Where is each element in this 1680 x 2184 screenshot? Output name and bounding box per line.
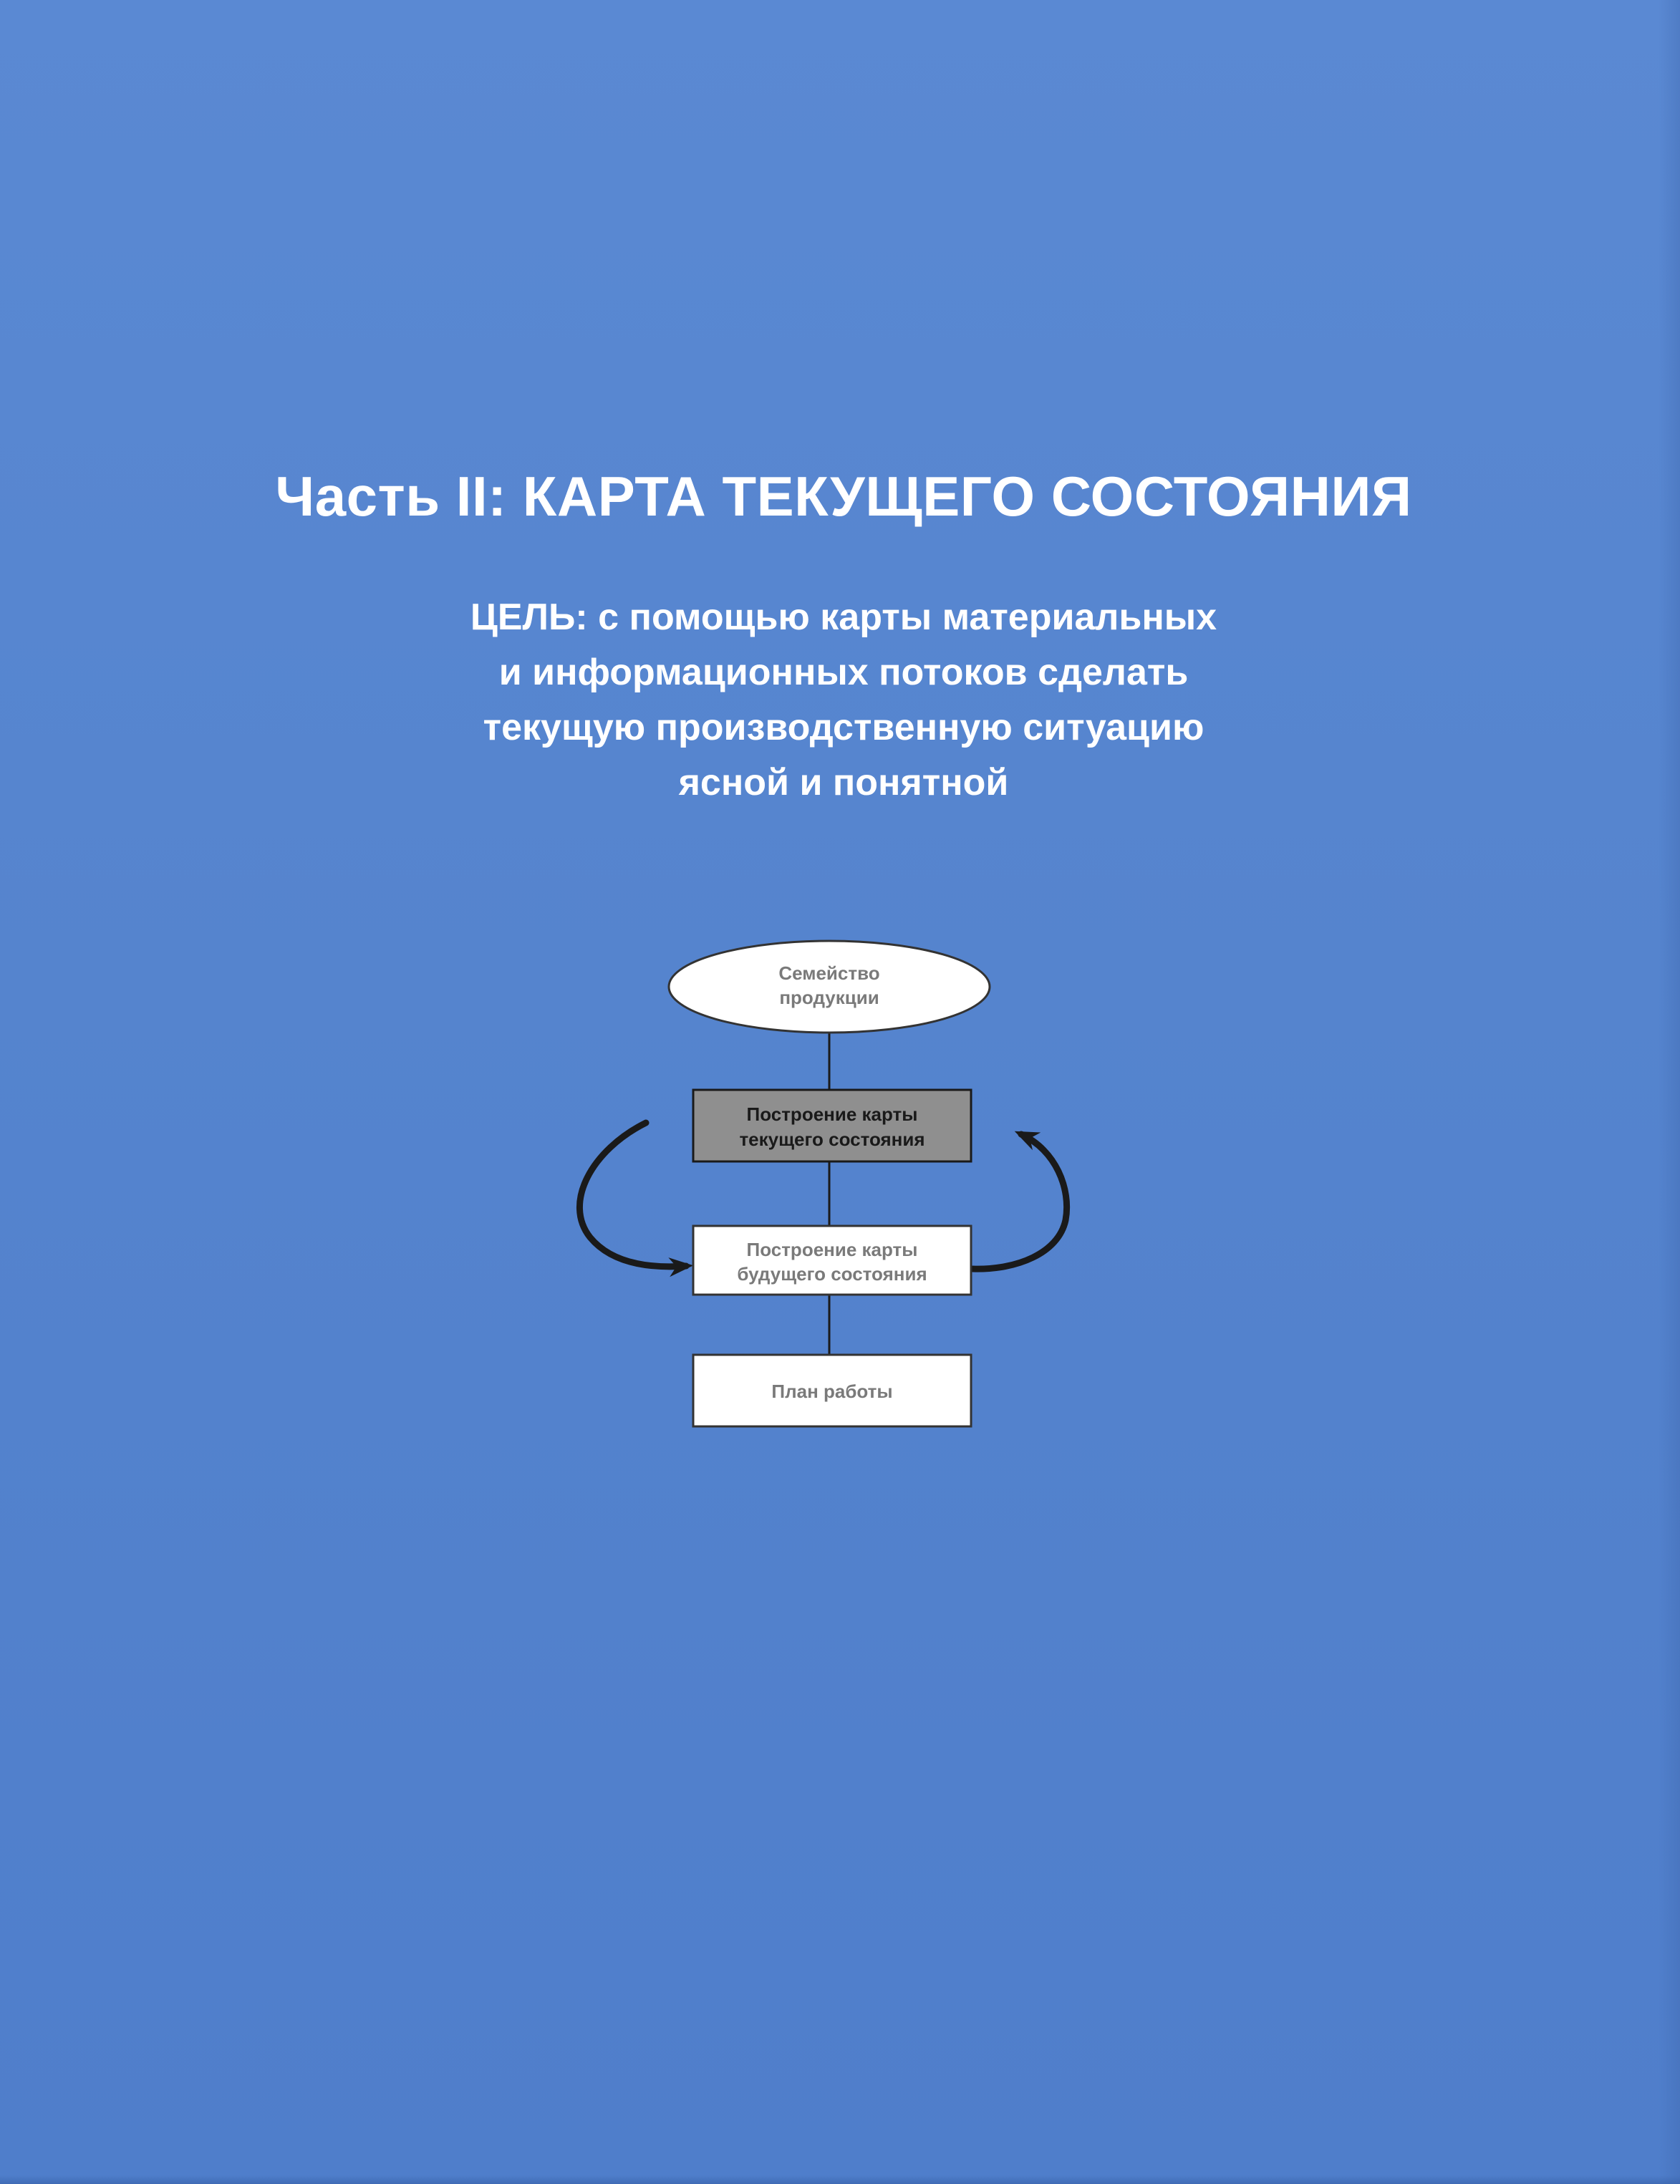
goal-line: и информационных потоков сделать (498, 652, 1189, 693)
node-work-plan (693, 1355, 971, 1426)
node-product-family (669, 941, 990, 1033)
loop-arrow-left (579, 1123, 686, 1267)
node-label: Семейство (778, 962, 880, 984)
goal-line: ЦЕЛЬ: с помощью карты материальных (470, 596, 1217, 638)
goal-line: ясной и понятной (678, 762, 1009, 803)
part-title: Часть II: КАРТА ТЕКУЩЕГО СОСТОЯНИЯ (275, 465, 1412, 528)
node-future-state (693, 1226, 971, 1295)
node-label: Построение карты (746, 1103, 918, 1125)
node-label: будущего состояния (737, 1263, 927, 1285)
loop-arrow-right (972, 1134, 1067, 1269)
node-current-state (693, 1090, 971, 1161)
node-label: текущего состояния (739, 1129, 925, 1150)
node-label: План работы (771, 1381, 893, 1402)
goal-line: текущую производственную ситуацию (483, 707, 1205, 748)
node-label: продукции (779, 987, 879, 1008)
node-label: Построение карты (746, 1239, 918, 1260)
